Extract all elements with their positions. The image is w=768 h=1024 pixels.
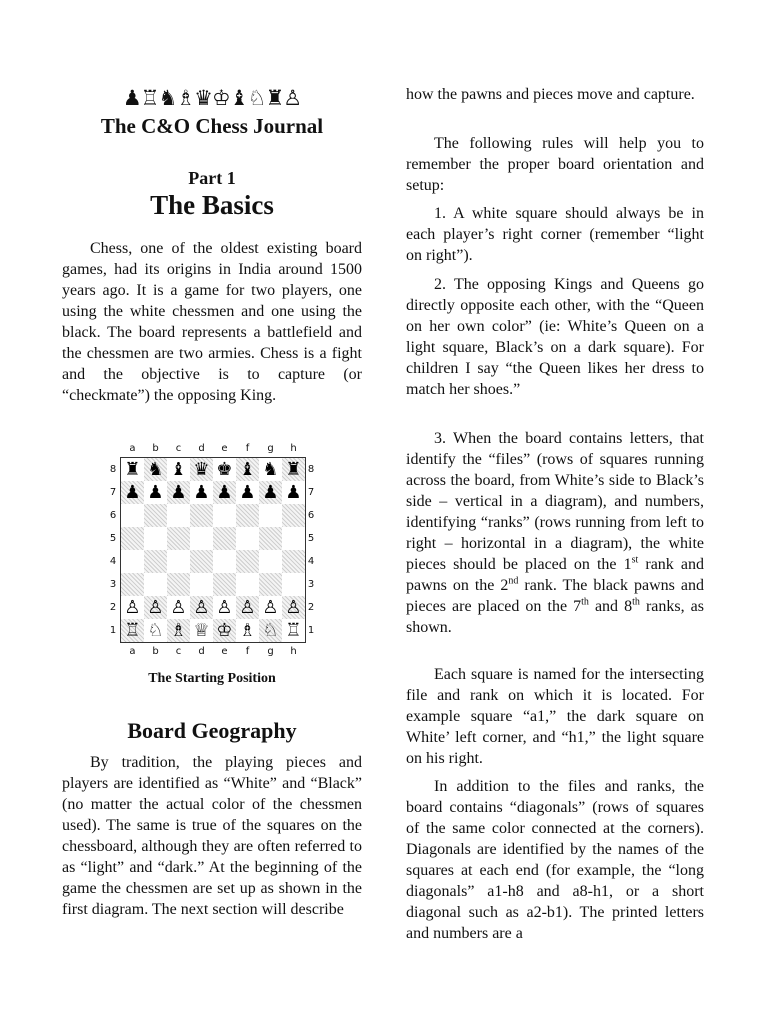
square-g1 (259, 619, 282, 642)
chess-piece-icon: ♚ (216, 459, 233, 480)
file-label: e (221, 646, 228, 657)
rule-3-paragraph (406, 428, 704, 638)
square-a7 (121, 481, 144, 504)
chessboard (120, 457, 306, 643)
file-label: h (290, 646, 297, 657)
square-h6 (282, 504, 305, 527)
diagonals-paragraph: In addition to the files and ranks, the board contains “diagonals” (rows of squares of the same color connected at the corners). Diagonals are identified by the names of the squares at each end (for example, the “long diagonals” a1-h8 and a8-h1, or a short diagonal such as a2-b1). The printed letters and numbers are a (406, 778, 704, 942)
chess-piece-icon: ♘ (262, 620, 279, 641)
square-c3 (167, 573, 190, 596)
square-e6 (213, 504, 236, 527)
square-a4 (121, 550, 144, 573)
rank-label: 1 (307, 625, 315, 636)
rank-label: 6 (307, 510, 315, 521)
page-title: The Basics (150, 190, 274, 220)
chess-piece-icon: ♙ (262, 597, 279, 618)
file-label: d (198, 443, 205, 454)
rank-label: 2 (109, 602, 117, 613)
file-label: f (245, 443, 250, 454)
file-label: c (175, 443, 182, 454)
square-g3 (259, 573, 282, 596)
rule-3-text: rank and pawns on the 2 (406, 556, 704, 594)
chess-piece-icon: ♞ (262, 459, 279, 480)
chess-piece-icon: ♟ (170, 482, 187, 503)
square-g4 (259, 550, 282, 573)
square-a8 (121, 458, 144, 481)
chess-piece-icon: ♟ (147, 482, 164, 503)
ordinal-suffix: th (581, 596, 589, 608)
rank-label: 3 (307, 579, 315, 590)
square-h5 (282, 527, 305, 550)
square-f7 (236, 481, 259, 504)
square-b1 (144, 619, 167, 642)
square-c4 (167, 550, 190, 573)
square-h4 (282, 550, 305, 573)
square-g2 (259, 596, 282, 619)
ordinal-suffix: nd (508, 575, 519, 587)
file-label: c (175, 646, 182, 657)
square-e3 (213, 573, 236, 596)
chess-piece-icon: ♖ (124, 620, 141, 641)
square-c8 (167, 458, 190, 481)
chess-piece-icon: ♛ (193, 459, 210, 480)
rank-label: 3 (109, 579, 117, 590)
chess-piece-icon: ♞ (147, 459, 164, 480)
square-d7 (190, 481, 213, 504)
rule-2-paragraph: 2. The opposing Kings and Queens go directly opposite each other, with the “Queen on her own color” (ie: White’s Queen on a light square, Black’s on a dark square). For children I say “the Queen likes her dress to match her shoes.” (406, 276, 704, 398)
chess-piece-icon: ♖ (285, 620, 302, 641)
chess-piece-icon: ♗ (170, 620, 187, 641)
chess-piece-icon: ♟ (193, 482, 210, 503)
square-d6 (190, 504, 213, 527)
chess-piece-icon: ♟ (239, 482, 256, 503)
file-label: d (198, 646, 205, 657)
chess-piece-icon: ♔ (216, 620, 233, 641)
rank-label: 1 (109, 625, 117, 636)
chess-piece-icon: ♙ (285, 597, 302, 618)
square-f4 (236, 550, 259, 573)
square-h1 (282, 619, 305, 642)
square-d5 (190, 527, 213, 550)
chess-piece-icon: ♙ (193, 597, 210, 618)
square-d4 (190, 550, 213, 573)
chess-piece-icon: ♝ (170, 459, 187, 480)
square-d3 (190, 573, 213, 596)
square-c7 (167, 481, 190, 504)
square-b5 (144, 527, 167, 550)
file-label: g (267, 443, 274, 454)
rule-3-text: rank. The black pawns and pieces are placed on the 7 (406, 577, 704, 615)
ordinal-suffix: st (631, 554, 639, 566)
square-a6 (121, 504, 144, 527)
square-e7 (213, 481, 236, 504)
file-label: a (129, 443, 136, 454)
chess-piece-icon: ♙ (216, 597, 233, 618)
chess-piece-icon: ♘ (147, 620, 164, 641)
square-a3 (121, 573, 144, 596)
file-label: g (267, 646, 274, 657)
rank-label: 5 (307, 533, 315, 544)
chess-piece-icon: ♙ (170, 597, 187, 618)
rule-1-paragraph: 1. A white square should always be in each player’s right corner (remember “light on right”). (406, 205, 704, 264)
continuation-paragraph: how the pawns and pieces move and capture. (406, 86, 695, 103)
square-c5 (167, 527, 190, 550)
square-e2 (213, 596, 236, 619)
square-b7 (144, 481, 167, 504)
file-label: f (245, 646, 250, 657)
square-f3 (236, 573, 259, 596)
square-b4 (144, 550, 167, 573)
square-a2 (121, 596, 144, 619)
square-f1 (236, 619, 259, 642)
journal-title: The C&O Chess Journal (100, 114, 324, 138)
square-f5 (236, 527, 259, 550)
square-b3 (144, 573, 167, 596)
square-g8 (259, 458, 282, 481)
part-label: Part 1 (188, 168, 236, 188)
chess-piece-icon: ♙ (239, 597, 256, 618)
rank-label: 4 (109, 556, 117, 567)
square-f6 (236, 504, 259, 527)
rank-label: 8 (109, 464, 117, 475)
square-f8 (236, 458, 259, 481)
square-d1 (190, 619, 213, 642)
square-e4 (213, 550, 236, 573)
file-label: h (290, 443, 297, 454)
ordinal-suffix: th (632, 596, 640, 608)
chess-piece-icon: ♜ (124, 459, 141, 480)
rank-label: 6 (109, 510, 117, 521)
rank-label: 7 (109, 487, 117, 498)
square-e8 (213, 458, 236, 481)
rule-3-text: ranks, as shown. (406, 598, 705, 636)
file-label: a (129, 646, 136, 657)
rule-3-text: 3. When the board contains letters, that identify the “files” (rows of squares running across the board, from White’s side to Black’s side – vertical in a diagram), and numbers, identifying “ranks” (rows running from left to right – horizontal in a diagram), the white pieces should be placed on the 1 (406, 430, 704, 573)
square-f2 (236, 596, 259, 619)
chess-piece-icon: ♟ (216, 482, 233, 503)
rank-label: 2 (307, 602, 315, 613)
square-a1 (121, 619, 144, 642)
square-a5 (121, 527, 144, 550)
square-b6 (144, 504, 167, 527)
rule-3-text: and 8 (588, 598, 633, 615)
square-h8 (282, 458, 305, 481)
square-d8 (190, 458, 213, 481)
chess-piece-icon: ♙ (124, 597, 141, 618)
chess-piece-icon: ♕ (193, 620, 210, 641)
rules-intro-paragraph: The following rules will help you to remember the proper board orientation and setup: (406, 135, 704, 194)
square-b8 (144, 458, 167, 481)
section-heading: Board Geography (127, 718, 297, 743)
intro-paragraph: Chess, one of the oldest existing board games, had its origins in India around 1500 years ago. It is a game for two players, one using the white chessmen and one using the black. The board represents a battlefield and the chessmen are two armies. Chess is a fight and the objective is to capture (or “checkmate”) the opposing King. (62, 240, 362, 404)
file-label: b (152, 443, 159, 454)
chess-piece-icon: ♟ (262, 482, 279, 503)
square-c2 (167, 596, 190, 619)
square-e5 (213, 527, 236, 550)
square-naming-paragraph: Each square is named for the intersecting file and rank on which it is located. For example square “a1,” the dark square on White’ left corner, and “h1,” the light square on his right. (406, 666, 704, 767)
chess-piece-icon: ♝ (239, 459, 256, 480)
square-c6 (167, 504, 190, 527)
chess-pieces-masthead: ♟♖♞♗♛♔♝♘♜♙ (122, 86, 302, 110)
square-g6 (259, 504, 282, 527)
geography-paragraph: By tradition, the playing pieces and players are identified as “White” and “Black” (no matter the actual color of the chessmen used). The same is true of the squares on the chessboard, although they are often referred to as “light” and “dark.” At the beginning of the game the chessmen are set up as shown in the first diagram. The next section will describe (62, 754, 362, 918)
square-h2 (282, 596, 305, 619)
rank-label: 4 (307, 556, 315, 567)
square-d2 (190, 596, 213, 619)
rank-label: 8 (307, 464, 315, 475)
chess-piece-icon: ♟ (124, 482, 141, 503)
rank-label: 7 (307, 487, 315, 498)
square-e1 (213, 619, 236, 642)
square-g5 (259, 527, 282, 550)
chess-diagram (108, 439, 320, 661)
square-b2 (144, 596, 167, 619)
file-label: b (152, 646, 159, 657)
rank-label: 5 (109, 533, 117, 544)
square-c1 (167, 619, 190, 642)
chess-piece-icon: ♜ (285, 459, 302, 480)
square-g7 (259, 481, 282, 504)
square-h3 (282, 573, 305, 596)
diagram-caption: The Starting Position (148, 671, 276, 686)
square-h7 (282, 481, 305, 504)
chess-piece-icon: ♙ (147, 597, 164, 618)
chess-piece-icon: ♟ (285, 482, 302, 503)
file-label: e (221, 443, 228, 454)
chess-piece-icon: ♗ (239, 620, 256, 641)
